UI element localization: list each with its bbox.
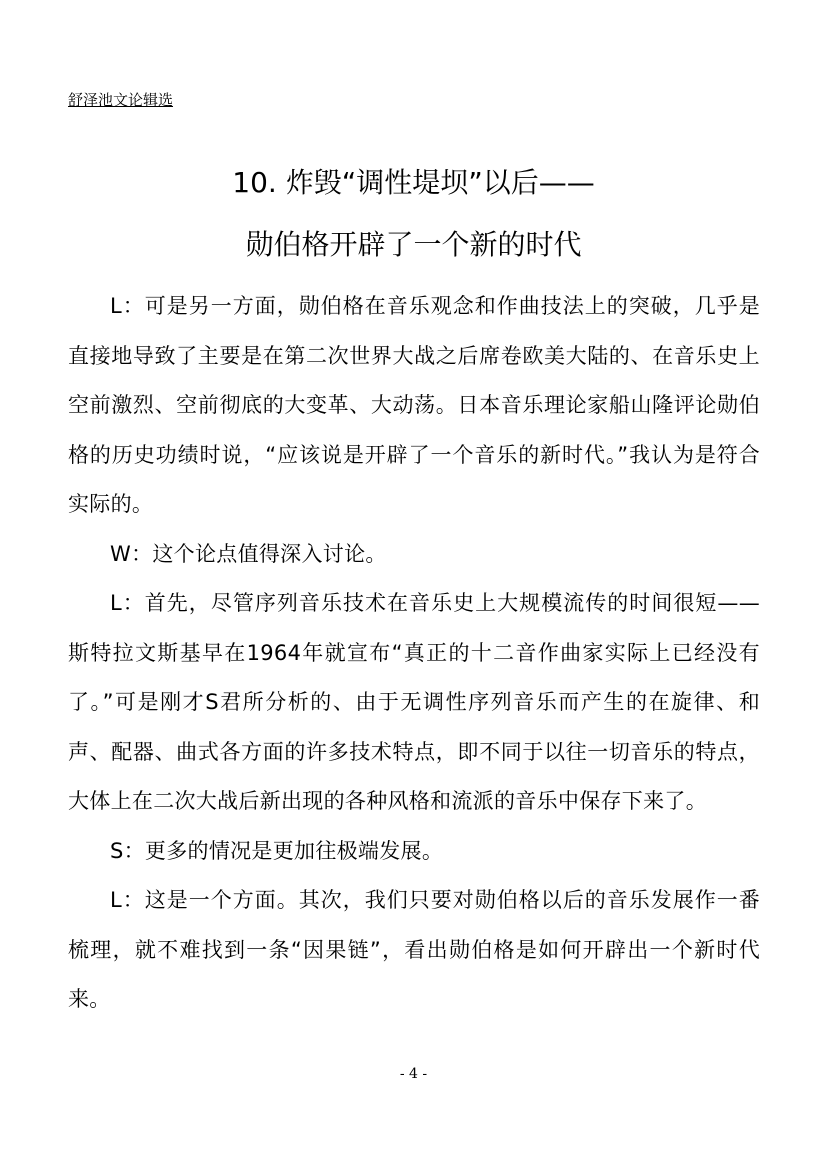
paragraph-l-1: L：可是另一方面，勋伯格在音乐观念和作曲技法上的突破，几乎是直接地导致了主要是在第二次世界大战之后席卷欧美大陆的、在音乐史上空前激烈、空前彻底的大变革、大动荡。日本音乐理论家船山隆评论勋伯格的历史功绩时说，“应该说是开辟了一个音乐的新时代。”我认为是符合实际的。 — [68, 294, 760, 516]
article-title-line-1: 10. 炸毁“调性堤坝”以后—— — [232, 166, 595, 199]
paragraph-l-3: L：这是一个方面。其次，我们只要对勋伯格以后的音乐发展作一番梳理，就不难找到一条“因果链”，看出勋伯格是如何开辟出一个新时代来。 — [68, 888, 760, 1011]
article-title-line-2: 勋伯格开辟了一个新的时代 — [245, 228, 582, 261]
paragraph-w-1: W：这个论点值得深入讨论。 — [110, 541, 387, 566]
page-number: - 4 - — [399, 1066, 428, 1082]
paragraph-s-1: S：更多的情况是更加往极端发展。 — [110, 838, 444, 863]
running-header: 舒泽池文论辑选 — [68, 91, 174, 109]
paragraph-l-2: L：首先，尽管序列音乐技术在音乐史上大规模流传的时间很短——斯特拉文斯基早在1964年就宣布“真正的十二音作曲家实际上已经没有了。”可是刚才S君所分析的、由于无调性序列音乐而产生的在旋律、和声、配器、曲式各方面的许多技术特点，即不同于以往一切音乐的特点，大体上在二次大战后新出现的各种风格和流派的音乐中保存下来了。 — [68, 591, 760, 813]
article-body — [68, 282, 760, 1025]
